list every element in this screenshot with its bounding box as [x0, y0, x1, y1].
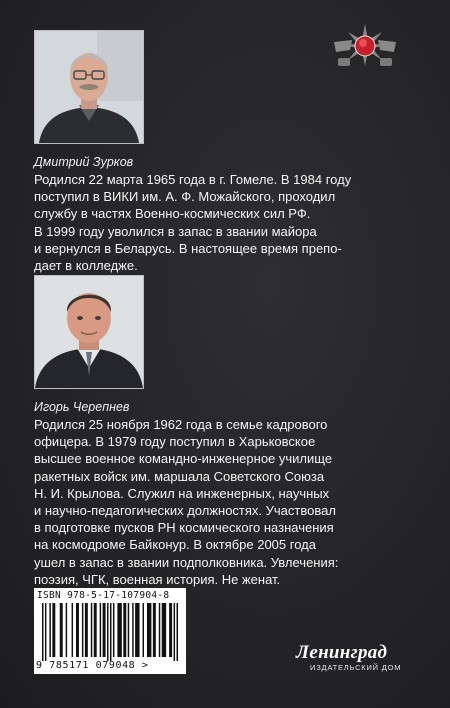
barcode-bar	[45, 603, 46, 661]
author2-bio-line: на космодроме Байконур. В октябре 2005 года	[34, 537, 316, 553]
author2-bio	[34, 416, 414, 588]
author1-bio-line: В 1999 году уволился в запас в звании майора	[34, 223, 317, 239]
author2-bio-line: высшее военное командно-инженерное училище	[34, 451, 333, 467]
barcode-bar	[132, 603, 133, 657]
publisher-subtitle: ИЗДАТЕЛЬСКИЙ ДОМ	[310, 663, 402, 672]
barcode-bar	[143, 603, 144, 657]
barcode-bar	[153, 603, 156, 657]
barcode-bar	[85, 603, 88, 657]
winged-star-emblem-icon	[330, 20, 400, 70]
author1-bio-line: дает в колледже.	[34, 258, 138, 274]
author2-bio-line: ракетных войск им. маршала Советского Союза	[34, 468, 325, 484]
barcode-bar	[113, 603, 114, 657]
barcode-bar	[162, 603, 166, 657]
barcode-bar	[128, 603, 129, 657]
author2-name: Игорь Черепнев	[34, 400, 130, 414]
barcode-bar	[103, 603, 106, 657]
barcode-bar	[107, 603, 108, 661]
publisher-logo	[288, 642, 418, 674]
barcode-bar	[147, 603, 151, 657]
isbn-barcode	[34, 588, 186, 674]
author1-bio-line: поступил в ВИКИ им. А. Ф. Можайского, проходил	[34, 189, 336, 205]
barcode-bar	[66, 603, 67, 657]
barcode-bar	[110, 603, 111, 661]
publisher-name: Ленинград	[296, 642, 388, 663]
author2-bio-line: Н. И. Крылова. Служил на инженерных, научных	[34, 485, 330, 501]
barcode-bar	[76, 603, 79, 657]
barcode-bar	[159, 603, 160, 657]
author1-bio	[34, 171, 414, 274]
barcode-bar	[52, 603, 55, 657]
author1-bio-line: Родился 22 марта 1965 года в г. Гомеле. В 1984 году	[34, 172, 352, 187]
ean-digits: 9 785171 079048 >	[36, 660, 149, 671]
author1-photo	[34, 30, 144, 144]
barcode-bar	[72, 603, 73, 657]
barcode-bar	[42, 603, 43, 661]
barcode-bar	[177, 603, 178, 661]
barcode-bar	[117, 603, 121, 657]
barcode-bar	[135, 603, 139, 657]
barcode-bar	[60, 603, 63, 657]
author2-bio-line: в подготовке пусков РН космического назначения	[34, 520, 334, 536]
barcode-bar	[49, 603, 50, 657]
barcode-bar	[169, 603, 172, 657]
author2-bio-line: поэзия, ЧГК, военная история. Не женат.	[34, 571, 281, 587]
author2-bio-line: и научно-педагогических должностях. Участвовал	[34, 503, 336, 519]
author1-bio-line: службу в частях Военно-космических сил РФ.	[34, 206, 311, 222]
author2-portrait-image	[35, 276, 143, 388]
barcode-bars	[42, 603, 178, 661]
barcode-bar	[174, 603, 175, 661]
barcode-bar	[91, 603, 92, 657]
isbn-text: ISBN 978-5-17-107904-8	[37, 590, 170, 601]
author2-bio-line: ушел в запас в звании подполковника. Увлечения:	[34, 554, 339, 570]
author1-portrait-image	[35, 31, 143, 143]
author1-bio-line: и вернулся в Беларусь. В настоящее время препо-	[34, 240, 342, 256]
barcode-bar	[94, 603, 97, 657]
author2-photo	[34, 275, 144, 389]
author2-bio-line: Родился 25 ноября 1962 года в семье кадрового	[34, 417, 328, 432]
barcode-bar	[100, 603, 101, 657]
author2-bio-line: офицера. В 1979 году поступил в Харьковское	[34, 434, 316, 450]
author1-name: Дмитрий Зурков	[34, 155, 134, 169]
barcode-bar	[82, 603, 83, 657]
barcode-bar	[123, 603, 126, 657]
